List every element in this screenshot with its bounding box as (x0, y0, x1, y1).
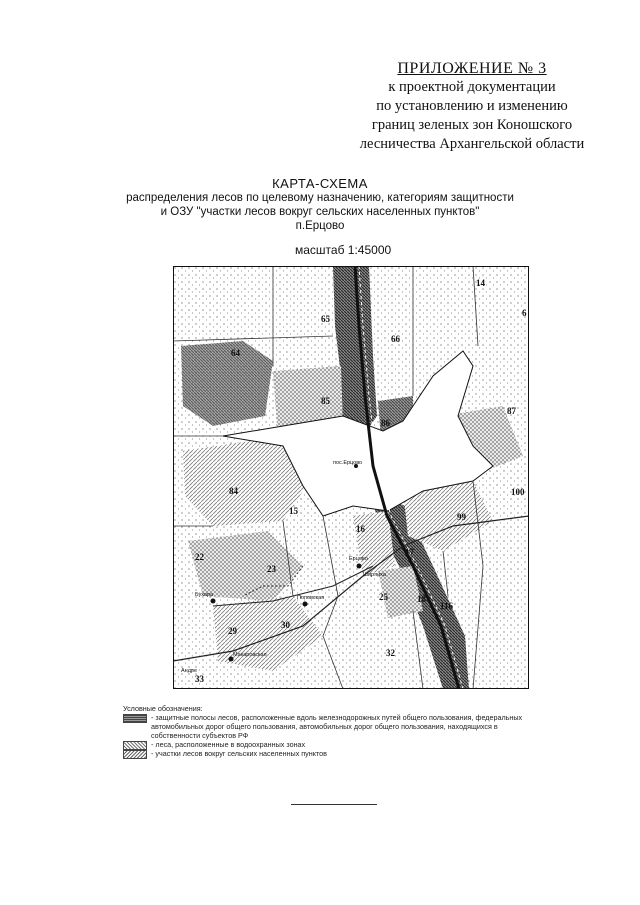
place-label: Бухара (195, 592, 214, 598)
legend-item-text: - защитные полосы лесов, расположенные вдоль железнодорожных путей общего пользования, федеральных автомобильных дорог общего пользования, автомобильных дорог общего пользования, находящихся в собственности субъектов РФ (151, 713, 523, 740)
zone-block-64 (181, 341, 273, 426)
appendix-line-3: границ зеленых зон Коношского (371, 117, 573, 133)
block-number: 66 (391, 334, 400, 344)
settlement-marker (357, 564, 362, 569)
block-number: 23 (267, 564, 276, 574)
place-label: Ширяиха (363, 572, 386, 578)
settlement-marker (303, 602, 308, 607)
map-title-block (0, 176, 640, 233)
appendix-line-4: лесничества Архангельской области (359, 136, 585, 152)
place-label: Андре (181, 668, 198, 674)
place-label: Ерцово (349, 556, 368, 562)
legend-item (123, 713, 543, 740)
block-number: 14 (476, 278, 485, 288)
appendix-line-1: к проектной документации (388, 79, 556, 95)
place-label: Макаровская (233, 652, 267, 658)
map-scale: масштаб 1:45000 (295, 243, 392, 257)
block-number: 17 (405, 547, 414, 557)
appendix-title: ПРИЛОЖЕНИЕ № 3 (397, 60, 547, 77)
legend-heading: Условные обозначения: (123, 704, 203, 713)
signature-line (291, 804, 377, 805)
legend-item (123, 740, 543, 749)
block-number: 64 (231, 348, 240, 358)
place-label: Поповская (297, 595, 325, 601)
block-number: 87 (507, 406, 516, 416)
block-number: 85 (321, 396, 330, 406)
block-number: 25 (379, 592, 388, 602)
block-number: 86 (381, 418, 390, 428)
map-subtitle-2: и ОЗУ "участки лесов вокруг сельских населенных пунктов" (160, 206, 480, 218)
settlement-marker (211, 599, 216, 604)
legend-swatch-cross-diagonal-hatch (123, 750, 147, 759)
legend-item-text: - участки лесов вокруг сельских населенных пунктов (151, 749, 328, 758)
block-number: 33 (195, 674, 204, 684)
block-number: 16 (356, 524, 365, 534)
appendix-heading (352, 60, 592, 154)
block-number: 22 (195, 552, 204, 562)
block-number: 32 (386, 648, 395, 658)
block-number: 30 (281, 620, 290, 630)
map-legend (123, 704, 543, 758)
block-number: 116 (440, 601, 454, 611)
block-number: 15 (289, 506, 298, 516)
legend-swatch-dense-hatch (123, 714, 147, 723)
block-number: 100 (511, 487, 525, 497)
map-subtitle-1: распределения лесов по целевому назначению, категориям защитности (126, 192, 514, 204)
place-label: пос.Ерцово (333, 460, 363, 466)
forest-map[interactable] (173, 266, 529, 689)
block-number: 99 (457, 512, 466, 522)
block-number: 6 (522, 308, 527, 318)
appendix-line-2: по установлению и изменению (376, 98, 568, 114)
block-number: 84 (229, 486, 238, 496)
legend-item (123, 749, 543, 758)
block-number: 65 (321, 314, 330, 324)
block-number: 29 (228, 626, 237, 636)
block-number: 18 (417, 594, 426, 604)
map-subtitle-3: п.Ерцово (295, 220, 345, 232)
legend-item-text: - леса, расположенные в водоохранных зонах (151, 740, 306, 749)
map-title: КАРТА-СХЕМА (272, 176, 368, 191)
